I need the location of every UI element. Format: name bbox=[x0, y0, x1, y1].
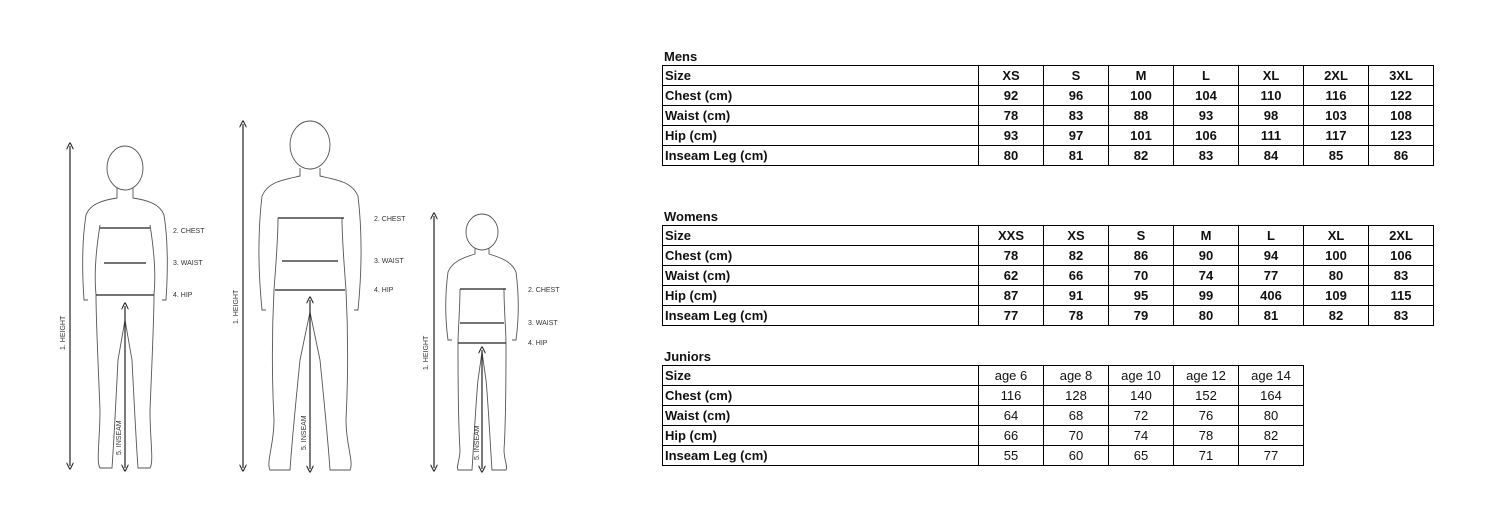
row-label: Size bbox=[663, 66, 979, 86]
table-cell: 100 bbox=[1109, 86, 1174, 106]
size-header: XXS bbox=[979, 226, 1044, 246]
row-label: Inseam Leg (cm) bbox=[663, 446, 979, 466]
table-cell: 66 bbox=[1044, 266, 1109, 286]
man-hip-label: 4. HIP bbox=[374, 287, 394, 294]
table-cell: 108 bbox=[1369, 106, 1434, 126]
table-cell: 77 bbox=[1239, 446, 1304, 466]
size-header: age 14 bbox=[1239, 366, 1304, 386]
table-cell: 79 bbox=[1109, 306, 1174, 326]
table-cell: 78 bbox=[1174, 426, 1239, 446]
table-cell: 88 bbox=[1109, 106, 1174, 126]
child-chest-label: 2. CHEST bbox=[528, 287, 560, 294]
table-cell: 72 bbox=[1109, 406, 1174, 426]
size-header: M bbox=[1109, 66, 1174, 86]
child-height-label: 1. HEIGHT bbox=[423, 335, 430, 370]
woman-chest-label: 2. CHEST bbox=[173, 228, 205, 235]
table-cell: 152 bbox=[1174, 386, 1239, 406]
row-label: Hip (cm) bbox=[663, 126, 979, 146]
table-row bbox=[663, 286, 1434, 306]
table-cell: 111 bbox=[1239, 126, 1304, 146]
table-cell: 81 bbox=[1239, 306, 1304, 326]
row-label: Inseam Leg (cm) bbox=[663, 146, 979, 166]
table-cell: 93 bbox=[1174, 106, 1239, 126]
table-cell: 74 bbox=[1174, 266, 1239, 286]
table-cell: 100 bbox=[1304, 246, 1369, 266]
table-row bbox=[663, 226, 1434, 246]
table-cell: 65 bbox=[1109, 446, 1174, 466]
table-cell: 96 bbox=[1044, 86, 1109, 106]
womens-title: Womens bbox=[664, 209, 718, 224]
child-inseam-label: 5. INSEAM bbox=[474, 425, 481, 460]
table-row bbox=[663, 406, 1304, 426]
size-header: XS bbox=[979, 66, 1044, 86]
table-cell: 94 bbox=[1239, 246, 1304, 266]
row-label: Chest (cm) bbox=[663, 86, 979, 106]
size-header: XS bbox=[1044, 226, 1109, 246]
table-cell: 68 bbox=[1044, 406, 1109, 426]
table-cell: 78 bbox=[979, 246, 1044, 266]
juniors-title: Juniors bbox=[664, 349, 711, 364]
table-cell: 140 bbox=[1109, 386, 1174, 406]
table-cell: 106 bbox=[1369, 246, 1434, 266]
body-measurement-figures bbox=[0, 0, 600, 507]
row-label: Waist (cm) bbox=[663, 266, 979, 286]
size-header: XL bbox=[1239, 66, 1304, 86]
size-header: L bbox=[1239, 226, 1304, 246]
table-cell: 98 bbox=[1239, 106, 1304, 126]
table-cell: 70 bbox=[1044, 426, 1109, 446]
child-hip-label: 4. HIP bbox=[528, 340, 548, 347]
table-cell: 104 bbox=[1174, 86, 1239, 106]
table-cell: 82 bbox=[1304, 306, 1369, 326]
table-cell: 83 bbox=[1369, 266, 1434, 286]
table-cell: 60 bbox=[1044, 446, 1109, 466]
table-cell: 87 bbox=[979, 286, 1044, 306]
table-cell: 90 bbox=[1174, 246, 1239, 266]
row-label: Hip (cm) bbox=[663, 426, 979, 446]
table-cell: 55 bbox=[979, 446, 1044, 466]
table-cell: 80 bbox=[1304, 266, 1369, 286]
table-row bbox=[663, 386, 1304, 406]
size-header: XL bbox=[1304, 226, 1369, 246]
row-label: Inseam Leg (cm) bbox=[663, 306, 979, 326]
table-cell: 83 bbox=[1369, 306, 1434, 326]
table-cell: 77 bbox=[1239, 266, 1304, 286]
table-cell: 117 bbox=[1304, 126, 1369, 146]
table-cell: 70 bbox=[1109, 266, 1174, 286]
table-cell: 91 bbox=[1044, 286, 1109, 306]
table-row bbox=[663, 86, 1434, 106]
size-header: S bbox=[1109, 226, 1174, 246]
table-cell: 93 bbox=[979, 126, 1044, 146]
table-cell: 101 bbox=[1109, 126, 1174, 146]
man-inseam-label: 5. INSEAM bbox=[301, 415, 308, 450]
table-cell: 74 bbox=[1109, 426, 1174, 446]
table-cell: 82 bbox=[1044, 246, 1109, 266]
table-cell: 99 bbox=[1174, 286, 1239, 306]
mens-size-table bbox=[662, 65, 1434, 166]
row-label: Size bbox=[663, 226, 979, 246]
woman-height-label: 1. HEIGHT bbox=[60, 315, 67, 350]
table-cell: 84 bbox=[1239, 146, 1304, 166]
table-cell: 83 bbox=[1174, 146, 1239, 166]
size-header: L bbox=[1174, 66, 1239, 86]
man-chest-label: 2. CHEST bbox=[374, 216, 406, 223]
table-cell: 123 bbox=[1369, 126, 1434, 146]
mens-title: Mens bbox=[664, 49, 698, 64]
row-label: Chest (cm) bbox=[663, 386, 979, 406]
table-cell: 80 bbox=[1174, 306, 1239, 326]
row-label: Waist (cm) bbox=[663, 406, 979, 426]
table-row bbox=[663, 126, 1434, 146]
table-row bbox=[663, 306, 1434, 326]
table-cell: 76 bbox=[1174, 406, 1239, 426]
table-cell: 71 bbox=[1174, 446, 1239, 466]
table-cell: 95 bbox=[1109, 286, 1174, 306]
table-cell: 103 bbox=[1304, 106, 1369, 126]
table-cell: 116 bbox=[1304, 86, 1369, 106]
table-cell: 406 bbox=[1239, 286, 1304, 306]
table-cell: 78 bbox=[979, 106, 1044, 126]
table-cell: 106 bbox=[1174, 126, 1239, 146]
table-cell: 83 bbox=[1044, 106, 1109, 126]
table-cell: 82 bbox=[1239, 426, 1304, 446]
size-header: S bbox=[1044, 66, 1109, 86]
table-cell: 122 bbox=[1369, 86, 1434, 106]
woman-hip-label: 4. HIP bbox=[173, 292, 193, 299]
table-row bbox=[663, 446, 1304, 466]
table-row bbox=[663, 426, 1304, 446]
row-label: Hip (cm) bbox=[663, 286, 979, 306]
woman-waist-label: 3. WAIST bbox=[173, 260, 203, 267]
size-header: age 8 bbox=[1044, 366, 1109, 386]
table-cell: 109 bbox=[1304, 286, 1369, 306]
table-row bbox=[663, 366, 1304, 386]
table-cell: 86 bbox=[1369, 146, 1434, 166]
table-cell: 110 bbox=[1239, 86, 1304, 106]
table-cell: 66 bbox=[979, 426, 1044, 446]
woman-inseam-label: 5. INSEAM bbox=[116, 420, 123, 455]
juniors-size-table bbox=[662, 365, 1304, 466]
table-cell: 85 bbox=[1304, 146, 1369, 166]
table-cell: 80 bbox=[979, 146, 1044, 166]
man-waist-label: 3. WAIST bbox=[374, 258, 404, 265]
table-row bbox=[663, 266, 1434, 286]
size-header: 2XL bbox=[1369, 226, 1434, 246]
row-label: Chest (cm) bbox=[663, 246, 979, 266]
man-height-label: 1. HEIGHT bbox=[233, 289, 240, 324]
size-header: age 12 bbox=[1174, 366, 1239, 386]
size-header: 2XL bbox=[1304, 66, 1369, 86]
size-header: age 10 bbox=[1109, 366, 1174, 386]
table-cell: 128 bbox=[1044, 386, 1109, 406]
size-header: M bbox=[1174, 226, 1239, 246]
table-cell: 92 bbox=[979, 86, 1044, 106]
table-cell: 80 bbox=[1239, 406, 1304, 426]
child-waist-label: 3. WAIST bbox=[528, 320, 558, 327]
size-header: 3XL bbox=[1369, 66, 1434, 86]
table-cell: 164 bbox=[1239, 386, 1304, 406]
table-cell: 86 bbox=[1109, 246, 1174, 266]
table-cell: 115 bbox=[1369, 286, 1434, 306]
table-cell: 97 bbox=[1044, 126, 1109, 146]
table-row bbox=[663, 106, 1434, 126]
womens-size-table bbox=[662, 225, 1434, 326]
table-cell: 116 bbox=[979, 386, 1044, 406]
table-cell: 81 bbox=[1044, 146, 1109, 166]
table-cell: 77 bbox=[979, 306, 1044, 326]
table-row bbox=[663, 246, 1434, 266]
size-header: age 6 bbox=[979, 366, 1044, 386]
table-cell: 62 bbox=[979, 266, 1044, 286]
table-row bbox=[663, 146, 1434, 166]
table-row bbox=[663, 66, 1434, 86]
row-label: Size bbox=[663, 366, 979, 386]
table-cell: 78 bbox=[1044, 306, 1109, 326]
table-cell: 82 bbox=[1109, 146, 1174, 166]
table-cell: 64 bbox=[979, 406, 1044, 426]
row-label: Waist (cm) bbox=[663, 106, 979, 126]
